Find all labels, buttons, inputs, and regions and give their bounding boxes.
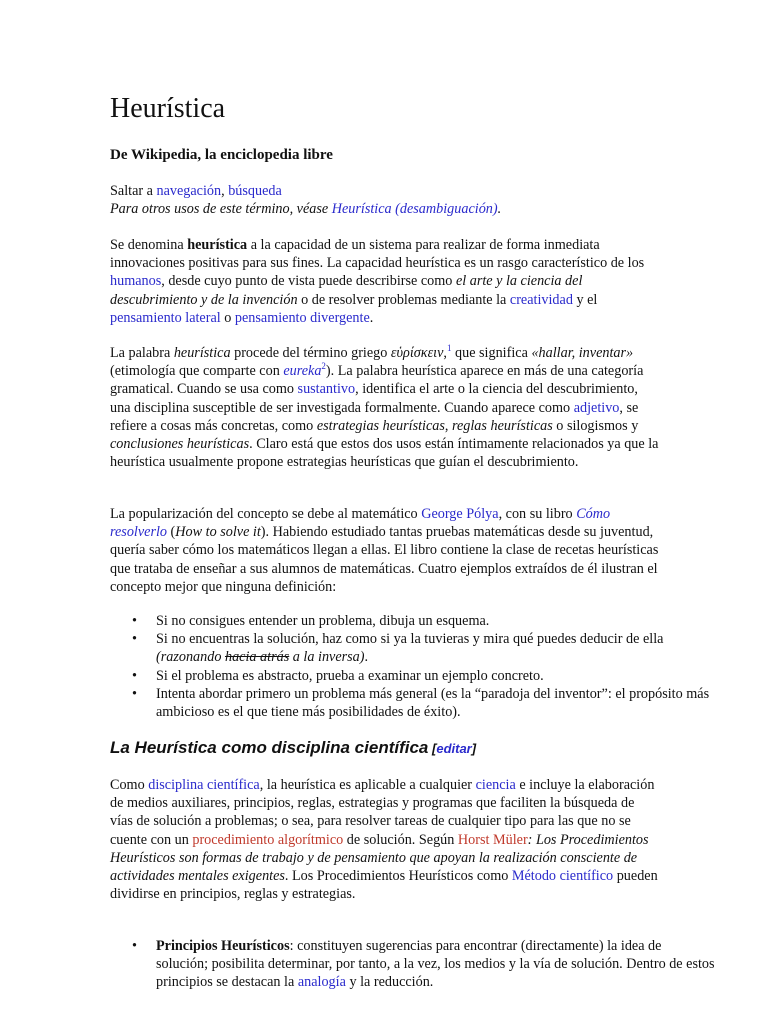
jump-prefix: Saltar a [110,183,157,199]
disambig-end: . [497,201,502,217]
list-item: • Principios Heurísticos: constituyen sugerencias para encontrar (directamente) la idea de solución; posibilita determinar, por tanto, a la vez, los medios y la vía de solución. Dentro de estos principios se destacan la analogía y la reducción. [156,937,716,992]
jump-navigation-link[interactable]: navegación [156,183,222,199]
link-horst-muler[interactable]: Horst Müler [457,831,528,848]
footnote-2[interactable]: 2 [321,361,326,372]
list-item: • Intenta abordar primero un problema más general (es la “paradoja del inventor”: el propósito más ambicioso es el que tiene más posibilidades de éxito). [156,685,716,721]
intro-paragraph: Se denomina heurística a la capacidad de un sistema para realizar de forma inmediata innovaciones positivas para sus fines. La capacidad heurística es un rasgo característico de los humanos, desde cuyo punto de vista puede describirse como el arte y la ciencia del descubrimiento y de la invención o de resolver problemas mediante la creatividad y el pensamiento lateral o pensamiento divergente. [110,237,645,326]
page-title: Heurística [110,93,226,124]
section-heading: La Heurística como disciplina científica [editar] [110,738,477,757]
etymology-paragraph: La palabra heurística procede del término griego εὑρίσκειν,$^1$ que significa «hallar, inventar» (etimología que comparte con eureka$^2$). La palabra heurística aparece en más de una categoría gramatical. Cuando se usa como sustantivo, identifica el arte o la ciencia del descubrimiento, una disciplina susceptible de ser investigada formalmente. Cuando aparece como adjetivo, se refiere a cosas más concretas, como estrategias heurísticas, reglas heurísticas o silogismos y conclusiones heurísticas. Claro está que estos dos usos están íntimamente relacionados ya que la heurística usualmente propone estrategias heurísticas que guían el descubrimiento. [110,343,659,471]
polya-examples-list [110,612,716,721]
link-george-polya[interactable]: George Pólya [421,506,499,522]
footnote-1[interactable]: 1 [446,343,452,353]
link-disciplina-cientifica[interactable]: disciplina científica [148,777,260,793]
edit-bracket-close: ] [471,741,477,756]
link-creatividad[interactable]: creatividad [509,291,573,308]
edit-bracket-open: [ [428,741,437,756]
link-ciencia[interactable]: ciencia [475,777,516,793]
disambig-text: Para otros usos de este término, véase [110,201,332,217]
discipline-paragraph: Como disciplina científica, la heurística es aplicable a cualquier ciencia e incluye la elaboración de medios auxiliares, principios, reglas, estrategias y programas que faciliten la búsqueda de vías de solución a problemas; o sea, para resolver tareas de cualquier tipo para las que no se cuente con un procedimiento algorítmico de solución. Según Horst Müler: Los Procedimientos Heurísticos son formas de trabajo y de pensamiento que apoyan la realización consciente de actividades mentales exigentes. Los Procedimientos Heurísticos como Método científico pueden dividirse en principios, reglas y estrategias. [110,777,658,903]
link-pensamiento-divergente[interactable]: pensamiento divergente [234,309,370,326]
link-adjetivo[interactable]: adjetivo [573,399,620,416]
link-analogia[interactable]: analogía [297,974,346,991]
list-item: • Si no consigues entender un problema, dibuja un esquema. [156,612,716,630]
principles-list [110,937,716,992]
disambiguation-note [110,200,660,218]
edit-link[interactable]: editar [436,741,472,756]
list-item: • Si no encuentras la solución, haz como si ya la tuvieras y mira qué puedes deducir de ella (razonando hacia atrás a la inversa). [156,630,716,666]
link-pensamiento-lateral[interactable]: pensamiento lateral [110,309,221,326]
disambig-link[interactable]: Heurística (desambiguación) [331,201,498,217]
link-eureka[interactable]: eureka [283,363,322,380]
link-sustantivo[interactable]: sustantivo [297,381,356,398]
page-subtitle: De Wikipedia, la enciclopedia libre [110,147,333,163]
jump-separator: , [221,183,229,199]
link-procedimiento-algoritmico[interactable]: procedimiento algorítmico [192,831,344,848]
polya-paragraph: La popularización del concepto se debe al matemático George Pólya, con su libro Cómo resolverlo (How to solve it). Habiendo estudiado tantas pruebas matemáticas desde su juventud, quería saber cómo los matemáticos llegan a ellas. El libro contiene la clase de recetas heurísticas que trataba de enseñar a sus alumnos de matemáticas. Cuatro ejemplos extraídos de él ilustran el concepto mejor que ninguna definición: [110,506,659,595]
list-item: • Si el problema es abstracto, prueba a examinar un ejemplo concreto. [156,667,716,685]
term-heuristica: heurística [187,237,248,253]
link-metodo-cientifico[interactable]: Método científico [511,868,614,885]
jump-search-link[interactable]: búsqueda [228,183,282,199]
jump-links [110,182,660,200]
link-humanos[interactable]: humanos [110,273,162,290]
link-como-resolverlo[interactable]: Cómo resolverlo [110,506,611,541]
